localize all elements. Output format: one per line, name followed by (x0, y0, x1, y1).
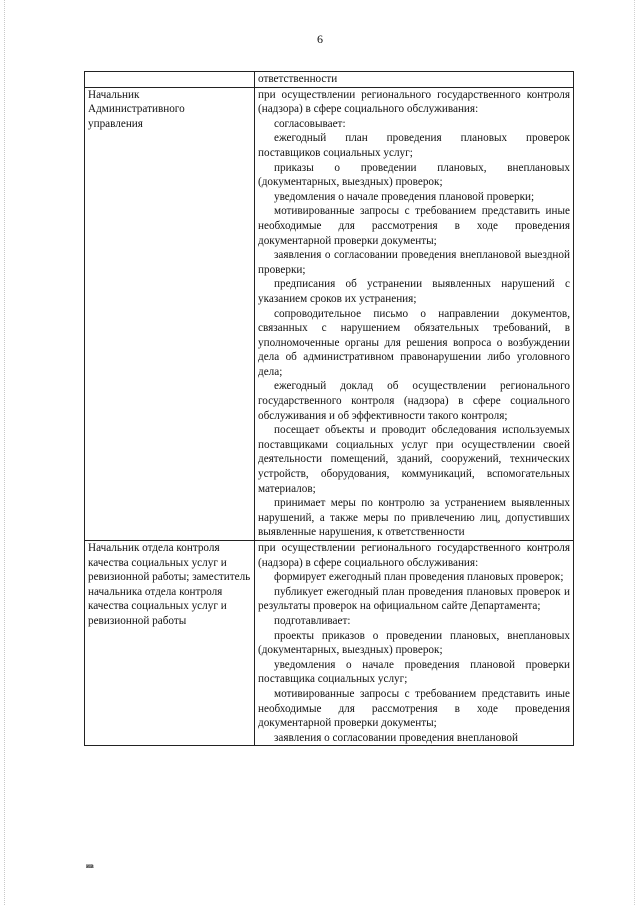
position-title: Начальник (88, 88, 140, 101)
duty-paragraph: мотивированные запросы с требованием представить иные необходимые для рассмотрения в ходе проведения документарной проверки документы; (258, 205, 570, 247)
position-title: Административного (88, 103, 185, 116)
duties-cell (255, 87, 574, 540)
duty-paragraph: посещает объекты и проводит обследования используемых поставщиками социальных услуг при осуществлении своей деятельности помещений, зданий, сооружений, технических устройств, оборудования, коммуникаций, вспомогательных материалов; (258, 424, 570, 495)
duty-paragraph: заявления о согласовании проведения внеплановой выездной проверки; (258, 249, 570, 276)
duty-paragraph: согласовывает: (274, 117, 346, 130)
duty-paragraph: уведомления о начале проведения плановой проверки поставщика социальных услуг; (258, 658, 570, 686)
duty-paragraph: сопроводительное письмо о направлении документов, связанных с нарушением обязательных требований, в уполномоченные органы для решения вопроса о возбуждении дела об административном правонарушении либо уголовного дела; (258, 307, 570, 378)
duties-cell (255, 72, 574, 88)
duty-paragraph: при осуществлении регионального государственного контроля (надзора) в сфере социального обслуживания: (258, 88, 570, 116)
duty-paragraph: ответственности (258, 73, 338, 85)
duty-paragraph: ежегодный доклад об осуществлении регионального государственного контроля (надзора) в сфере социального обслуживания и об эффективности такого контроля; (258, 380, 570, 422)
page-number: 6 (317, 32, 323, 46)
table-row (85, 72, 574, 88)
scan-edge-left (4, 0, 6, 905)
duty-paragraph: предписания об устранении выявленных нарушений с указанием сроков их устранения; (258, 278, 570, 305)
duty-paragraph: ежегодный план проведения плановых проверок поставщиков социальных услуг; (258, 132, 570, 159)
position-cell (85, 541, 255, 746)
position-title: Начальник отдела контроля качества социальных услуг и ревизионной работы; заместитель начальника отдела контроля качества социальных услуг и ревизионной работы (88, 542, 251, 627)
duty-paragraph: приказы о проведении плановых, внеплановых (документарных, выездных) проверок; (258, 161, 570, 189)
duty-paragraph: публикует ежегодный план проведения плановых проверок и результаты проверок на официальном сайте Департамента; (258, 585, 570, 613)
table-row (85, 541, 574, 746)
duty-paragraph: подготавливает: (274, 614, 351, 627)
table-row (85, 87, 574, 540)
duty-paragraph: принимает меры по контролю за устранением выявленных нарушений, а также меры по привлечению лиц, допустивших выявленные нарушения, к ответственности (258, 497, 570, 539)
duty-paragraph: уведомления о начале проведения плановой проверки; (274, 190, 535, 203)
position-cell (85, 72, 255, 88)
duty-paragraph: мотивированные запросы с требованием представить иные необходимые для рассмотрения в ходе проведения документарной проверки документы; (258, 687, 570, 730)
duty-paragraph: проекты приказов о проведении плановых, внеплановых (документарных, выездных) проверок; (258, 629, 570, 657)
duty-paragraph: при осуществлении регионального государственного контроля (надзора) в сфере социального обслуживания: (258, 542, 570, 569)
scan-edge-right (634, 0, 636, 905)
duty-paragraph: заявления о согласовании проведения внеплановой (274, 731, 518, 744)
position-title: управления (88, 117, 143, 130)
table-body (85, 72, 574, 746)
responsibilities-table (84, 71, 574, 746)
footer-mark: ив (86, 862, 94, 870)
duty-paragraph: формирует ежегодный план проведения плановых проверок; (274, 571, 564, 584)
position-cell (85, 87, 255, 540)
duties-cell (255, 541, 574, 746)
